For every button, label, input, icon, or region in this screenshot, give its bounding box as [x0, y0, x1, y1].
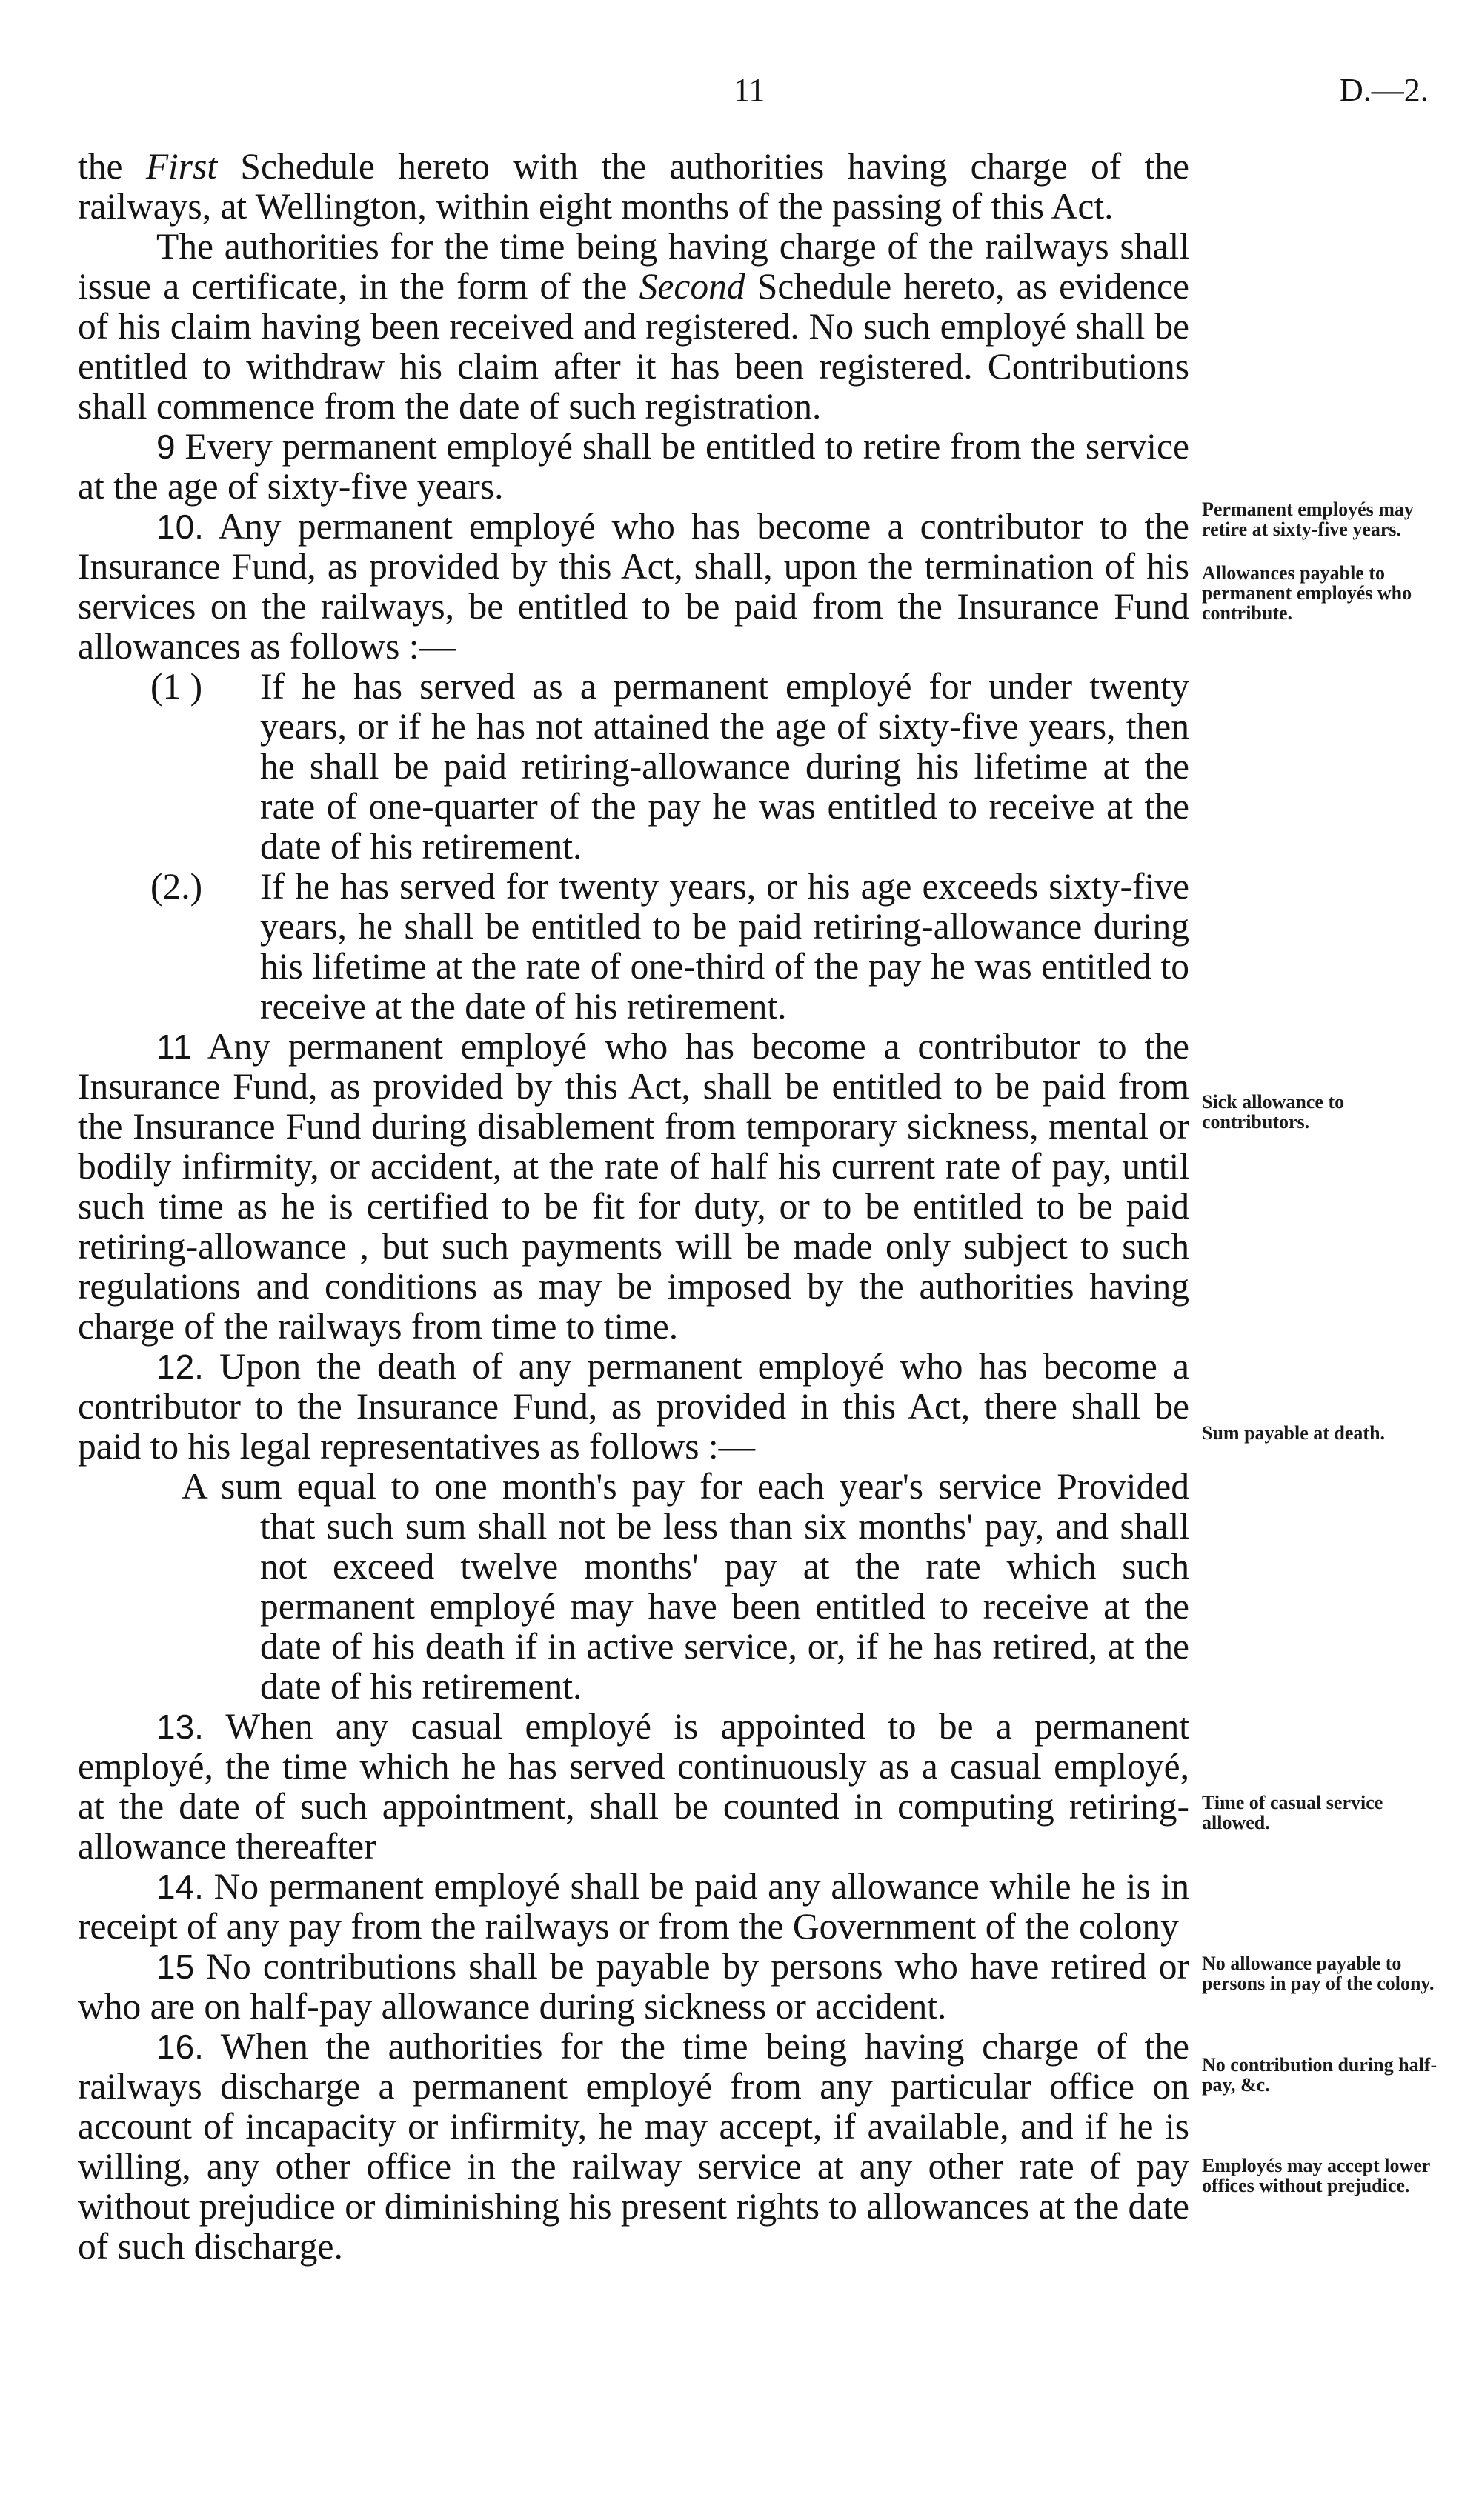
section-10: 10. Any permanent employé who has become a contributor to the Insurance Fund, as provided by this Act, shall, upon the termination of his services on the railways, be entitled to be paid from the Insurance Fund allowances as follows :— — [78, 506, 1189, 667]
section-9: 9 Every permanent employé shall be entitled to retire from the service at the age of sixty-five years. — [78, 426, 1189, 507]
margin-note-section-16: Employés may accept lower offices without prejudice. — [1202, 2155, 1430, 2196]
page-number: 11 — [734, 72, 765, 108]
subsection-10-2: (2.) If he has served for twenty years, or his age exceeds sixty-five years, he shall be entitled to be paid retiring-allowance during his lifetime at the rate of one-third of the pay he was entitled to receive at the date of his retirement. — [150, 866, 1189, 1027]
margin-note-section-15: No contribution during half-pay, &c. — [1202, 2054, 1438, 2096]
subsection-label: (1 ) — [150, 666, 203, 707]
body-text — [78, 147, 1189, 2267]
section-13: 13. When any casual employé is appointed to be a permanent employé, the time which he has served continuously as a casual employé, at the date of such appointment, shall be counted in computing retiring-allowance thereafter — [78, 1706, 1189, 1867]
section-number: 9 — [156, 427, 176, 466]
subsection-10-1: (1 ) If he has served as a permanent employé for under twenty years, or if he has not attained the age of sixty-five years, then he shall be paid retiring-allowance during his lifetime at the rate of one-quarter of the pay he was entitled to receive at the date of his retirement. — [150, 666, 1189, 867]
margin-note-section-12: Sum payable at death. — [1202, 1422, 1386, 1444]
paragraph-certificate: The authorities for the time being having charge of the railways shall issue a certificate, in the form of the Second Schedule hereto, as evidence of his claim having been received and registered. No such employé shall be entitled to withdraw his claim after it has been registered. Contributions shall commence from the date of such registration. — [78, 226, 1189, 427]
section-number: 13. — [156, 1707, 204, 1746]
section-number: 16. — [156, 2027, 204, 2066]
margin-note-section-14: No allowance payable to persons in pay of the colony. — [1202, 1953, 1435, 1994]
subsection-label: (2.) — [150, 866, 203, 907]
subsection-12-sum: A sum equal to one month's pay for each year's service Provided that such sum shall not be less than six months' pay, and shall not exceed twelve months' pay at the rate which such permanent employé may have been entitled to receive at the date of his death if in active service, or, if he has retired, at the date of his retirement. — [182, 1466, 1189, 1707]
section-number: 12. — [156, 1347, 204, 1386]
section-14: 14. No permanent employé shall be paid any allowance while he is in receipt of any pay from the railways or from the Government of the colony — [78, 1866, 1189, 1947]
margin-note-section-10: Allowances payable to permanent employés who contribute. — [1202, 562, 1412, 624]
section-16: 16. When the authorities for the time being having charge of the railways discharge a permanent employé from any particular office on account of incapacity or infirmity, he may accept, if available, and if he is willing, any other office in the railway service at any other rate of pay without prejudice or diminishing his present rights to allowances at the date of such discharge. — [78, 2026, 1190, 2267]
section-number: 11 — [156, 1027, 192, 1066]
section-number: 10. — [156, 507, 204, 546]
section-number: 15 — [156, 1947, 195, 1986]
margin-note-section-11: Sick allowance to contributors. — [1202, 1091, 1345, 1133]
section-15: 15 No contributions shall be payable by persons who have retired or who are on half-pay allowance during sickness or accident. — [78, 1946, 1189, 2027]
section-number: 14. — [156, 1867, 204, 1906]
section-11: 11 Any permanent employé who has become a contributor to the Insurance Fund, as provided by this Act, shall be entitled to be paid from the Insurance Fund during disablement from temporary sickness, mental or bodily infirmity, or accident, at the rate of half his current rate of pay, until such time as he is certified to be fit for duty, or to be entitled to be paid retiring-allowance , but such payments will be made only subject to such regulations and conditions as may be imposed by the authorities having charge of the railways from time to time. — [78, 1026, 1189, 1347]
margin-note-section-9: Permanent employés may retire at sixty-five years. — [1202, 499, 1414, 540]
section-12: 12. Upon the death of any permanent employé who has become a contributor to the Insurance Fund, as provided in this Act, there shall be paid to his legal representatives as follows :— — [78, 1346, 1189, 1467]
margin-note-section-13: Time of casual service allowed. — [1202, 1792, 1383, 1833]
paragraph-continuation: the First Schedule hereto with the authorities having charge of the railways, at Wellington, within eight months of the passing of this Act. — [78, 146, 1189, 227]
document-reference: D.—2. — [1340, 72, 1429, 108]
